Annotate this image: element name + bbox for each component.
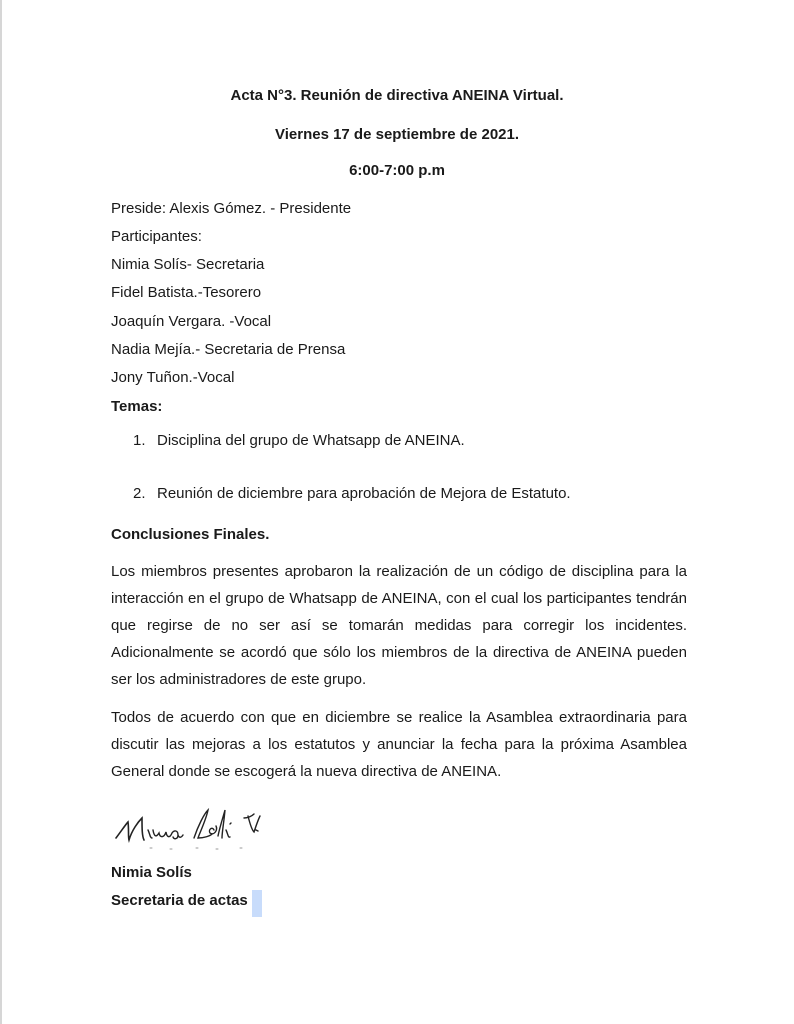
- participants-label: Participantes:: [111, 228, 202, 245]
- meeting-date: Viernes 17 de septiembre de 2021.: [274, 126, 520, 143]
- text-selection-cursor[interactable]: [252, 890, 262, 917]
- presides-line: Preside: Alexis Gómez. - Presidente: [111, 200, 352, 217]
- participant-item: Joaquín Vergara. -Vocal: [111, 313, 272, 330]
- participant-item: Fidel Batista.-Tesorero: [111, 284, 262, 301]
- signer-name: Nimia Solís: [111, 864, 192, 881]
- topic-number: 2.: [133, 485, 146, 502]
- topic-text: Reunión de diciembre para aprobación de Mejora de Estatuto.: [157, 485, 571, 502]
- meeting-time: 6:00-7:00 p.m: [349, 162, 445, 179]
- document-title: Acta N°3. Reunión de directiva ANEINA Virtual.: [230, 87, 564, 104]
- topic-number: 1.: [133, 432, 146, 449]
- participant-item: Nadia Mejía.- Secretaria de Prensa: [111, 341, 346, 358]
- conclusions-heading: Conclusiones Finales.: [111, 526, 270, 543]
- conclusion-paragraph: Todos de acuerdo con que en diciembre se realice la Asamblea extraordinaria para discutir las mejoras a los estatutos y anunciar la fecha para la próxima Asamblea General donde se escogerá la nueva directiva de ANEINA.: [111, 709, 687, 780]
- participant-item: Nimia Solís- Secretaria: [111, 256, 265, 273]
- topic-text: Disciplina del grupo de Whatsapp de ANEINA.: [157, 432, 465, 449]
- topics-list: [111, 432, 571, 502]
- topic-item: [111, 432, 571, 449]
- page-edge: [0, 0, 2, 1024]
- handwritten-signature: [112, 800, 272, 852]
- topics-heading: Temas:: [111, 398, 163, 415]
- conclusion-paragraph: Los miembros presentes aprobaron la realización de un código de disciplina para la interacción en el grupo de Whatsapp de ANEINA, con el cual los participantes tendrán que regirse de no ser así se tomarán medidas para corregir los incidentes. Adicionalmente se acordó que sólo los miembros de la directiva de ANEINA pueden ser los administradores de este grupo.: [111, 563, 687, 688]
- signer-role: Secretaria de actas: [111, 892, 248, 909]
- topic-item: [111, 485, 571, 502]
- participant-item: Jony Tuñon.-Vocal: [111, 369, 235, 386]
